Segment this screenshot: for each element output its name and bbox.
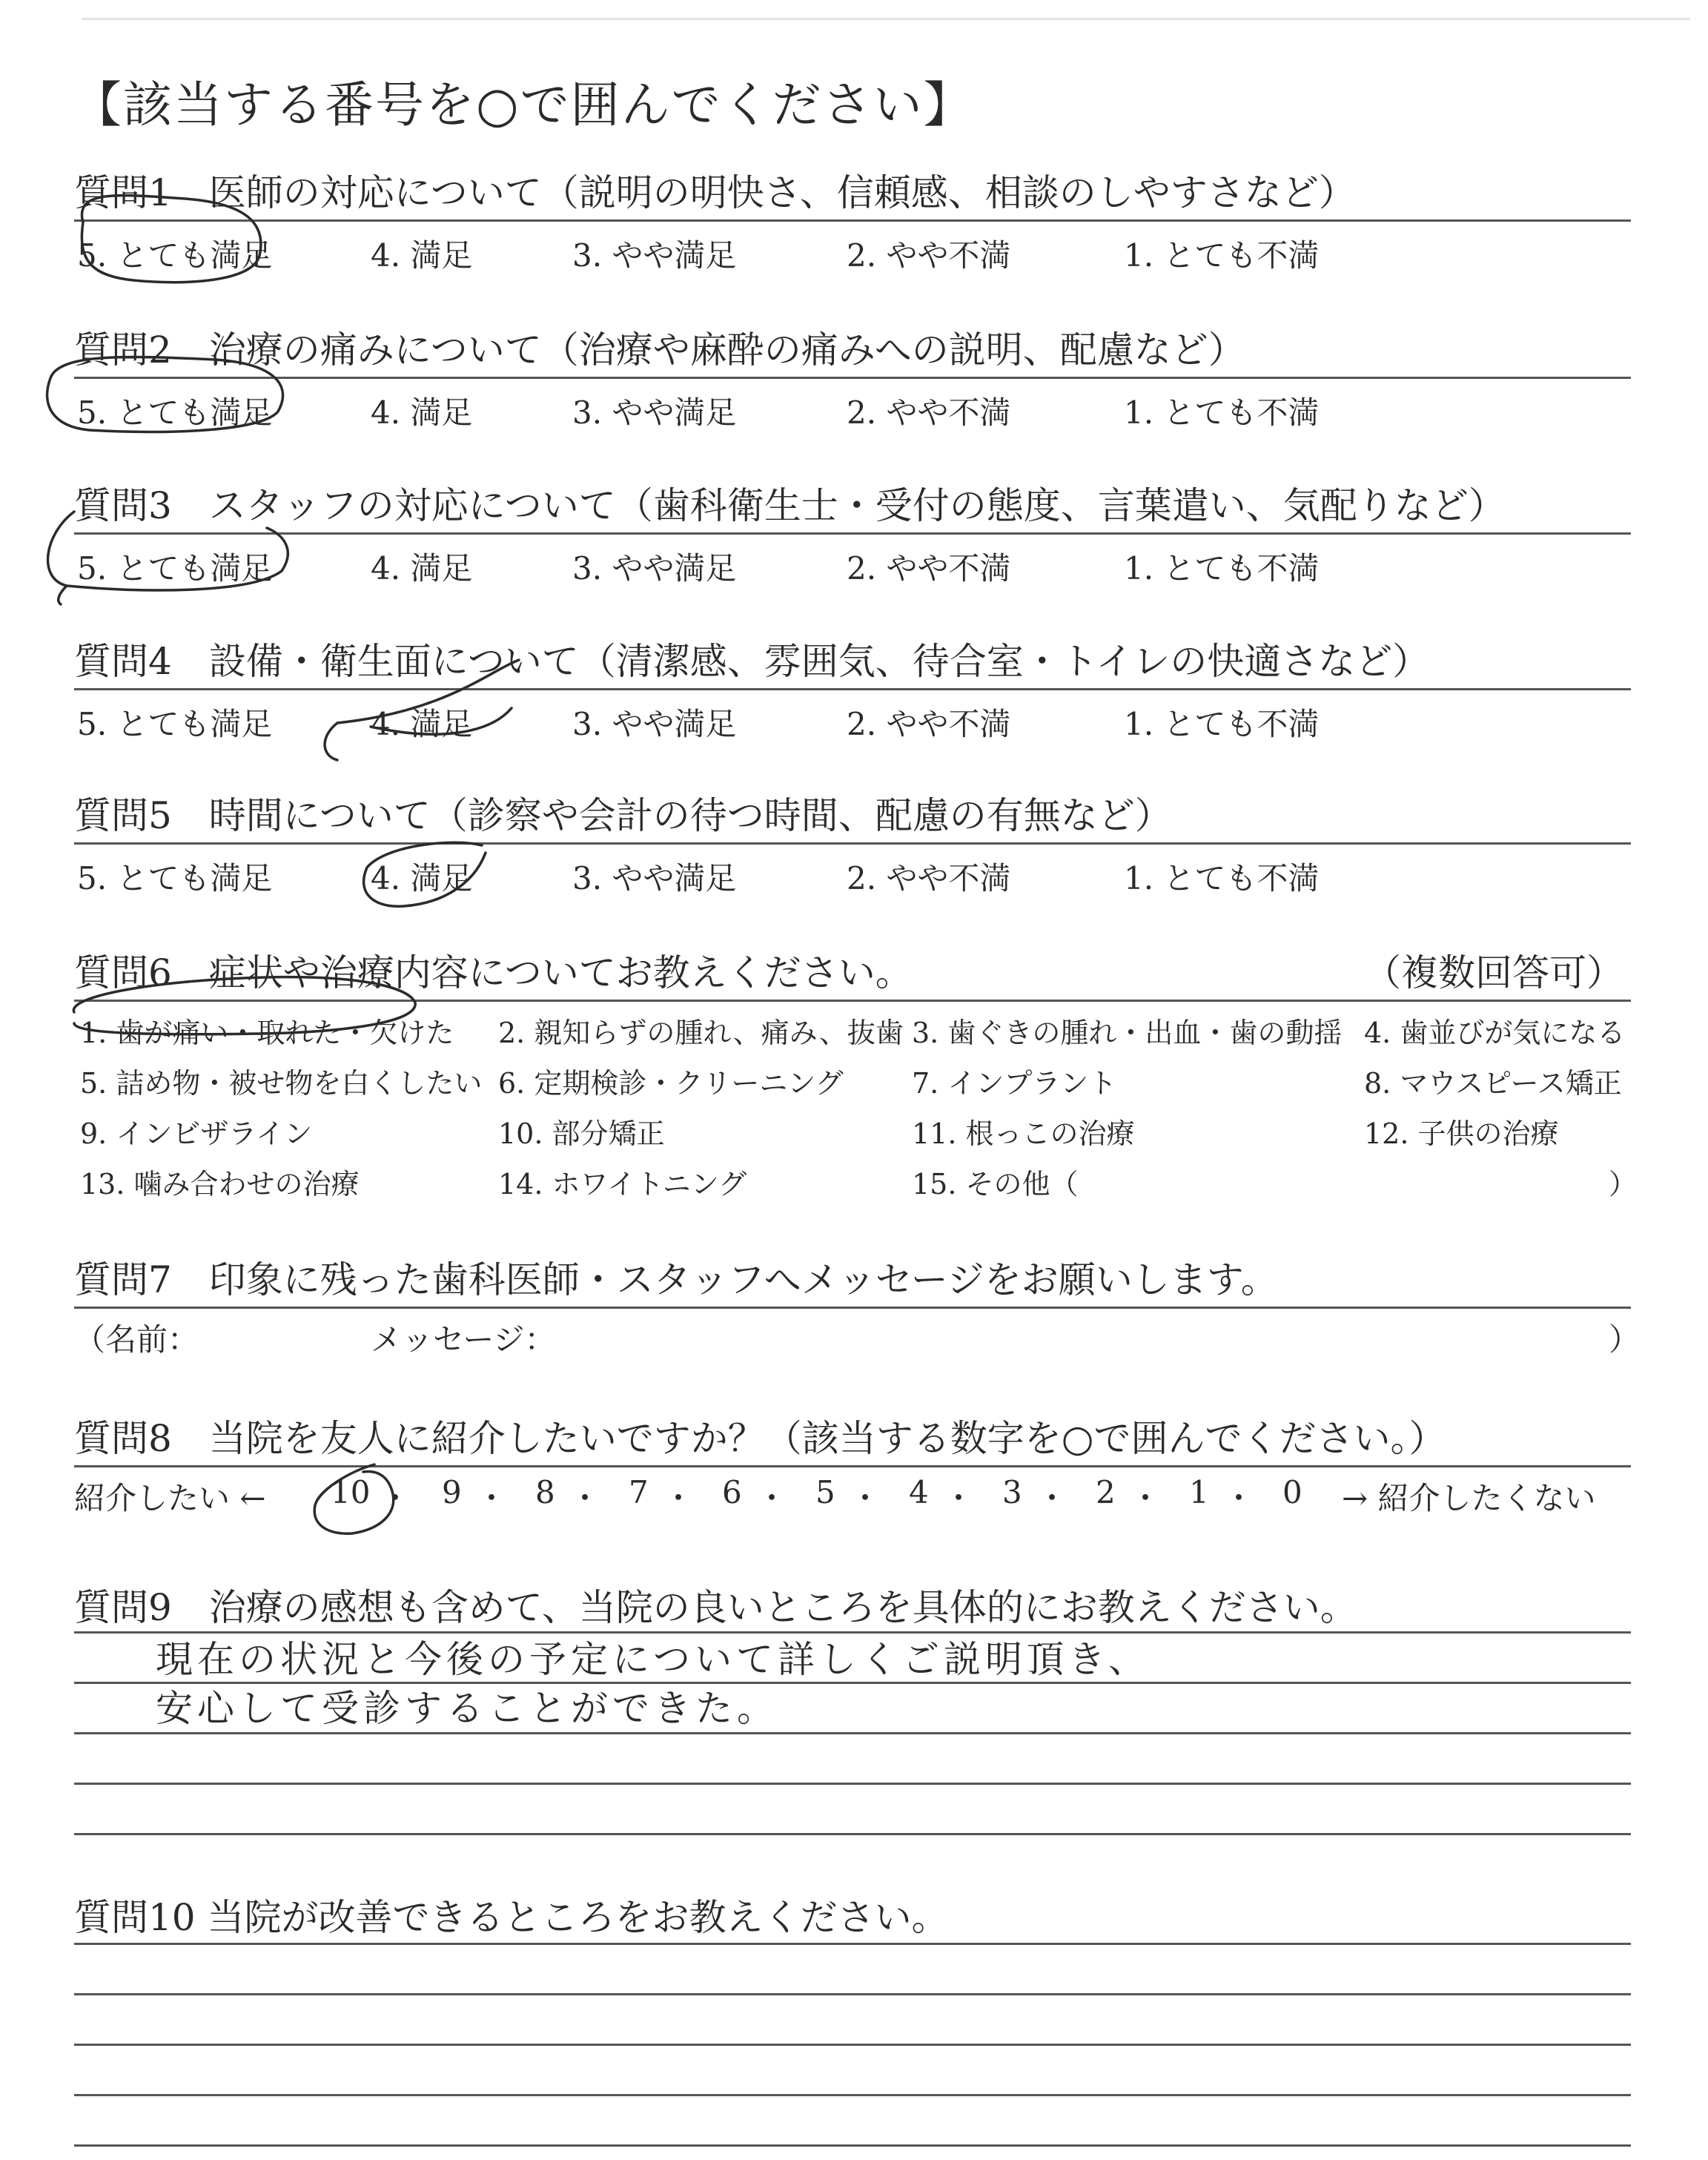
question-10-title: 質問10 当院が改善できるところをお教えください。 <box>74 1896 949 1939</box>
question-5-title: 質問5 時間について（診察や会計の待つ時間、配慮の有無など） <box>74 794 1172 837</box>
q4-option-3[interactable]: 3. やや満足 <box>572 706 737 742</box>
q9-rule-4 <box>74 1783 1631 1785</box>
question-2-rule <box>74 377 1631 379</box>
q8-dot: ・ <box>1036 1480 1068 1516</box>
question-3-rule <box>74 532 1631 535</box>
q3-option-2[interactable]: 2. やや不満 <box>847 550 1011 587</box>
q8-scale-7[interactable]: 7 <box>629 1474 649 1510</box>
question-6-note: （複数回答可） <box>1364 951 1623 994</box>
q6-option-6[interactable]: 6. 定期検診・クリーニング <box>498 1067 844 1100</box>
q8-dot: ・ <box>756 1480 788 1516</box>
q5-option-3[interactable]: 3. やや満足 <box>572 860 737 896</box>
q5-option-1[interactable]: 1. とても不満 <box>1124 860 1320 896</box>
q1-option-3[interactable]: 3. やや満足 <box>572 237 737 274</box>
q8-scale-4[interactable]: 4 <box>909 1474 929 1510</box>
question-7-rule <box>74 1307 1631 1309</box>
q2-option-2[interactable]: 2. やや不満 <box>847 394 1011 431</box>
scan-edge-line <box>82 18 1690 20</box>
q1-option-1[interactable]: 1. とても不満 <box>1124 237 1320 274</box>
q8-right-label: → 紹介したくない <box>1342 1480 1596 1516</box>
q8-scale-8[interactable]: 8 <box>535 1474 555 1510</box>
question-3-title: 質問3 スタッフの対応について（歯科衛生士・受付の態度、言葉遣い、気配りなど） <box>74 484 1506 527</box>
q8-dot: ・ <box>943 1480 975 1516</box>
q10-rule-4 <box>74 2094 1631 2096</box>
q8-dot: ・ <box>569 1480 601 1516</box>
question-9-title: 質問9 治療の感想も含めて、当院の良いところを具体的にお教えください。 <box>74 1586 1357 1629</box>
q3-option-3[interactable]: 3. やや満足 <box>572 550 737 587</box>
q6-option-15[interactable]: 15. その他（ <box>912 1168 1079 1200</box>
q6-option-3[interactable]: 3. 歯ぐきの腫れ・出血・歯の動揺 <box>912 1017 1343 1049</box>
q6-option-14[interactable]: 14. ホワイトニング <box>498 1168 747 1200</box>
question-7-title: 質問7 印象に残った歯科医師・スタッフへメッセージをお願いします。 <box>74 1258 1278 1301</box>
question-4-rule <box>74 688 1631 690</box>
q8-scale-2[interactable]: 2 <box>1096 1474 1116 1510</box>
q8-scale-3[interactable]: 3 <box>1002 1474 1022 1510</box>
q6-option-9[interactable]: 9. インビザライン <box>80 1117 313 1150</box>
q2-option-4[interactable]: 4. 満足 <box>371 394 473 431</box>
q7-name-label: （名前： <box>74 1321 199 1358</box>
q8-scale-1[interactable]: 1 <box>1189 1474 1209 1510</box>
q1-option-2[interactable]: 2. やや不満 <box>847 237 1011 274</box>
q8-scale-6[interactable]: 6 <box>722 1474 742 1510</box>
q8-dot: ・ <box>476 1480 508 1516</box>
question-2-title: 質問2 治療の痛みについて（治療や麻酔の痛みへの説明、配慮など） <box>74 328 1245 371</box>
q9-answer-line-1: 現在の状況と今後の予定について詳しくご説明頂き、 <box>156 1638 1150 1681</box>
q6-option-8[interactable]: 8. マウスピース矯正 <box>1364 1067 1622 1100</box>
q6-option-2[interactable]: 2. 親知らずの腫れ、痛み、抜歯 <box>498 1017 904 1049</box>
q2-option-5[interactable]: 5. とても満足 <box>77 394 273 431</box>
q8-left-label: 紹介したい ← <box>74 1480 266 1516</box>
q8-scale-0[interactable]: 0 <box>1282 1474 1302 1510</box>
q4-option-1[interactable]: 1. とても不満 <box>1124 706 1320 742</box>
q6-option-1[interactable]: 1. 歯が痛い・取れた・欠けた <box>80 1017 454 1049</box>
q6-option-12[interactable]: 12. 子供の治療 <box>1364 1117 1559 1150</box>
q8-scale-9[interactable]: 9 <box>442 1474 462 1510</box>
q5-option-4[interactable]: 4. 満足 <box>371 860 473 896</box>
q2-option-1[interactable]: 1. とても不満 <box>1124 394 1320 431</box>
q9-rule-5 <box>74 1833 1631 1835</box>
q5-option-2[interactable]: 2. やや不満 <box>847 860 1011 896</box>
q4-option-4[interactable]: 4. 満足 <box>371 706 473 742</box>
q6-option-13[interactable]: 13. 噛み合わせの治療 <box>80 1168 360 1200</box>
q8-dot: ・ <box>1130 1480 1162 1516</box>
q8-scale-5[interactable]: 5 <box>815 1474 835 1510</box>
q6-option-5[interactable]: 5. 詰め物・被せ物を白くしたい <box>80 1067 483 1100</box>
q4-option-2[interactable]: 2. やや不満 <box>847 706 1011 742</box>
q9-rule-3 <box>74 1732 1631 1734</box>
question-8-title: 質問8 当院を友人に紹介したいですか？（該当する数字を○で囲んでください。） <box>74 1417 1446 1460</box>
q6-option-11[interactable]: 11. 根っこの治療 <box>912 1117 1135 1150</box>
question-6-title: 質問6 症状や治療内容についてお教えください。 <box>74 951 913 994</box>
q4-option-5[interactable]: 5. とても満足 <box>77 706 273 742</box>
q7-close-paren: ） <box>1609 1321 1641 1358</box>
q8-dot: ・ <box>663 1480 695 1516</box>
question-6-rule <box>74 1000 1631 1002</box>
q6-option-4[interactable]: 4. 歯並びが気になる <box>1364 1017 1626 1049</box>
question-1-title: 質問1 医師の対応について（説明の明快さ、信頼感、相談のしやすさなど） <box>74 171 1356 214</box>
q9-answer-line-2: 安心して受診することができた。 <box>156 1687 778 1730</box>
question-4-title: 質問4 設備・衛生面について（清潔感、雰囲気、待合室・トイレの快適さなど） <box>74 640 1430 683</box>
q3-option-4[interactable]: 4. 満足 <box>371 550 473 587</box>
q1-option-4[interactable]: 4. 満足 <box>371 237 473 274</box>
q8-scale-10[interactable]: 10 <box>331 1474 371 1510</box>
q1-option-5[interactable]: 5. とても満足 <box>77 237 273 274</box>
page-title: 【該当する番号を○で囲んでください】 <box>73 76 974 133</box>
q10-rule-3 <box>74 2044 1631 2046</box>
q10-rule-2 <box>74 1993 1631 1995</box>
q8-dot: ・ <box>1223 1480 1255 1516</box>
q10-rule-1 <box>74 1943 1631 1945</box>
q3-option-1[interactable]: 1. とても不満 <box>1124 550 1320 587</box>
q2-option-3[interactable]: 3. やや満足 <box>572 394 737 431</box>
q8-dot: ・ <box>850 1480 881 1516</box>
q3-option-5[interactable]: 5. とても満足 <box>77 550 273 587</box>
q6-option-10[interactable]: 10. 部分矯正 <box>498 1117 665 1150</box>
q8-dot: ・ <box>380 1480 411 1516</box>
question-5-rule <box>74 842 1631 845</box>
q7-message-label: メッセージ： <box>371 1321 556 1358</box>
question-1-rule <box>74 219 1631 222</box>
question-8-rule <box>74 1465 1631 1467</box>
q10-rule-5 <box>74 2144 1631 2147</box>
q6-option-7[interactable]: 7. インプラント <box>912 1067 1117 1100</box>
q6-option-15-close: ） <box>1609 1168 1638 1200</box>
q5-option-5[interactable]: 5. とても満足 <box>77 860 273 896</box>
